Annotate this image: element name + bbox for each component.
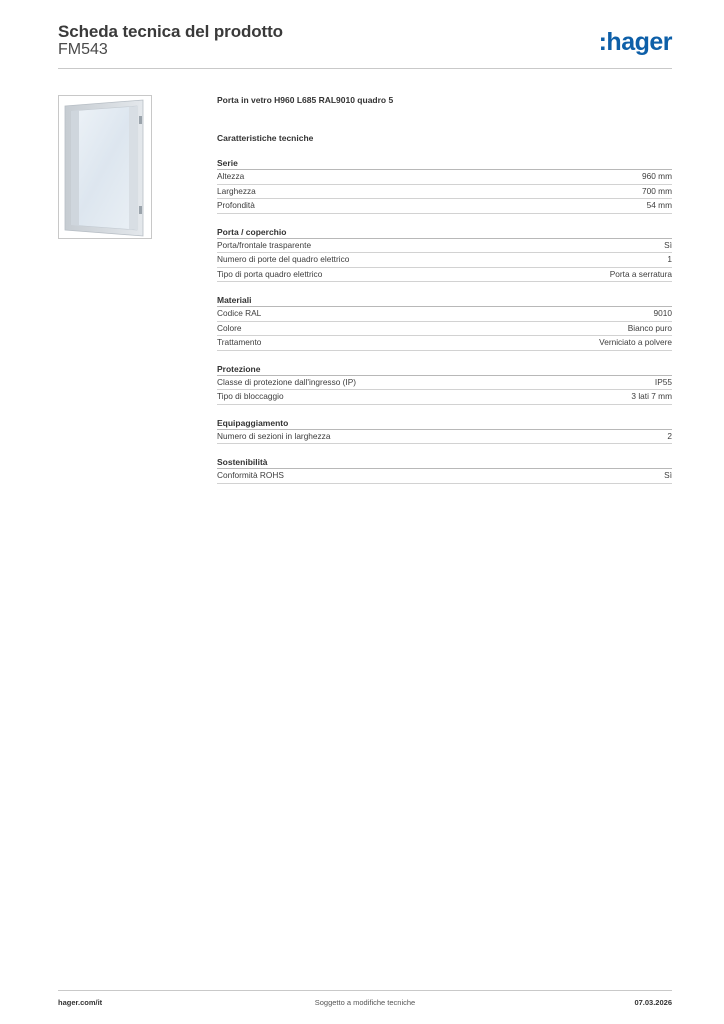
spec-label: Codice RAL [217, 308, 262, 318]
section-title: Protezione [217, 363, 672, 376]
hager-logo: :hager [598, 28, 672, 56]
spec-value: Sì [664, 470, 672, 480]
spec-row [217, 185, 672, 200]
product-image [58, 95, 152, 239]
spec-label: Profondità [217, 200, 255, 210]
spec-label: Tipo di porta quadro elettrico [217, 268, 323, 279]
spec-label: Classe di protezione dall'ingresso (IP) [217, 376, 357, 387]
footer-date: 07.03.2026 [634, 998, 672, 1007]
section-title: Materiali [217, 294, 672, 307]
section-title: Sostenibilità [217, 456, 672, 469]
section-title: Serie [217, 157, 672, 170]
spec-value: 1 [667, 254, 672, 264]
spec-label: Trattamento [217, 337, 262, 347]
spec-value: 3 lati 7 mm [631, 391, 672, 401]
spec-row [217, 376, 672, 391]
spec-row [217, 253, 672, 268]
specification-panel [217, 93, 672, 484]
spec-value: IP55 [654, 376, 672, 387]
spec-row [217, 336, 672, 351]
spec-row [217, 322, 672, 337]
spec-label: Altezza [217, 171, 245, 181]
characteristics-title: Caratteristiche tecniche [217, 133, 314, 143]
spec-value: 9010 [653, 308, 672, 318]
section-title: Equipaggiamento [217, 417, 672, 430]
spec-row [217, 239, 672, 254]
spec-value: Bianco puro [627, 322, 672, 333]
spec-value: Verniciato a polvere [599, 337, 672, 347]
spec-row [217, 170, 672, 185]
footer-divider [58, 990, 672, 991]
spec-section-protezione [217, 363, 672, 405]
spec-value: 700 mm [642, 185, 672, 196]
spec-section-serie [217, 157, 672, 214]
spec-label: Larghezza [217, 185, 256, 196]
page-header [58, 20, 672, 70]
spec-value: Sì [664, 239, 672, 250]
spec-section-porta [217, 226, 672, 283]
spec-row [217, 469, 672, 484]
spec-row [217, 199, 672, 214]
spec-label: Numero di sezioni in larghezza [217, 430, 331, 441]
section-title: Porta / coperchio [217, 226, 672, 239]
spec-section-materiali [217, 294, 672, 351]
header-divider [58, 68, 672, 69]
spec-section-sostenibilita [217, 456, 672, 484]
spec-label: Conformità ROHS [217, 470, 284, 480]
spec-value: Porta a serratura [609, 268, 672, 279]
spec-row [217, 307, 672, 322]
document-title: Scheda tecnica del prodotto [58, 22, 283, 41]
page-footer [58, 998, 672, 1010]
product-code: FM543 [58, 41, 108, 58]
spec-section-equipaggiamento [217, 417, 672, 445]
footer-note: Soggetto a modifiche tecniche [314, 998, 416, 1007]
spec-row [217, 268, 672, 283]
spec-label: Colore [217, 322, 242, 333]
product-name: Porta in vetro H960 L685 RAL9010 quadro 5 [217, 95, 394, 105]
spec-label: Porta/frontale trasparente [217, 239, 312, 250]
spec-row [217, 390, 672, 405]
spec-label: Tipo di bloccaggio [217, 391, 284, 401]
spec-value: 960 mm [642, 171, 672, 181]
spec-label: Numero di porte del quadro elettrico [217, 254, 350, 264]
footer-website-link[interactable]: hager.com/it [58, 998, 103, 1007]
spec-row [217, 430, 672, 445]
spec-value: 54 mm [646, 200, 672, 210]
spec-value: 2 [667, 430, 672, 441]
